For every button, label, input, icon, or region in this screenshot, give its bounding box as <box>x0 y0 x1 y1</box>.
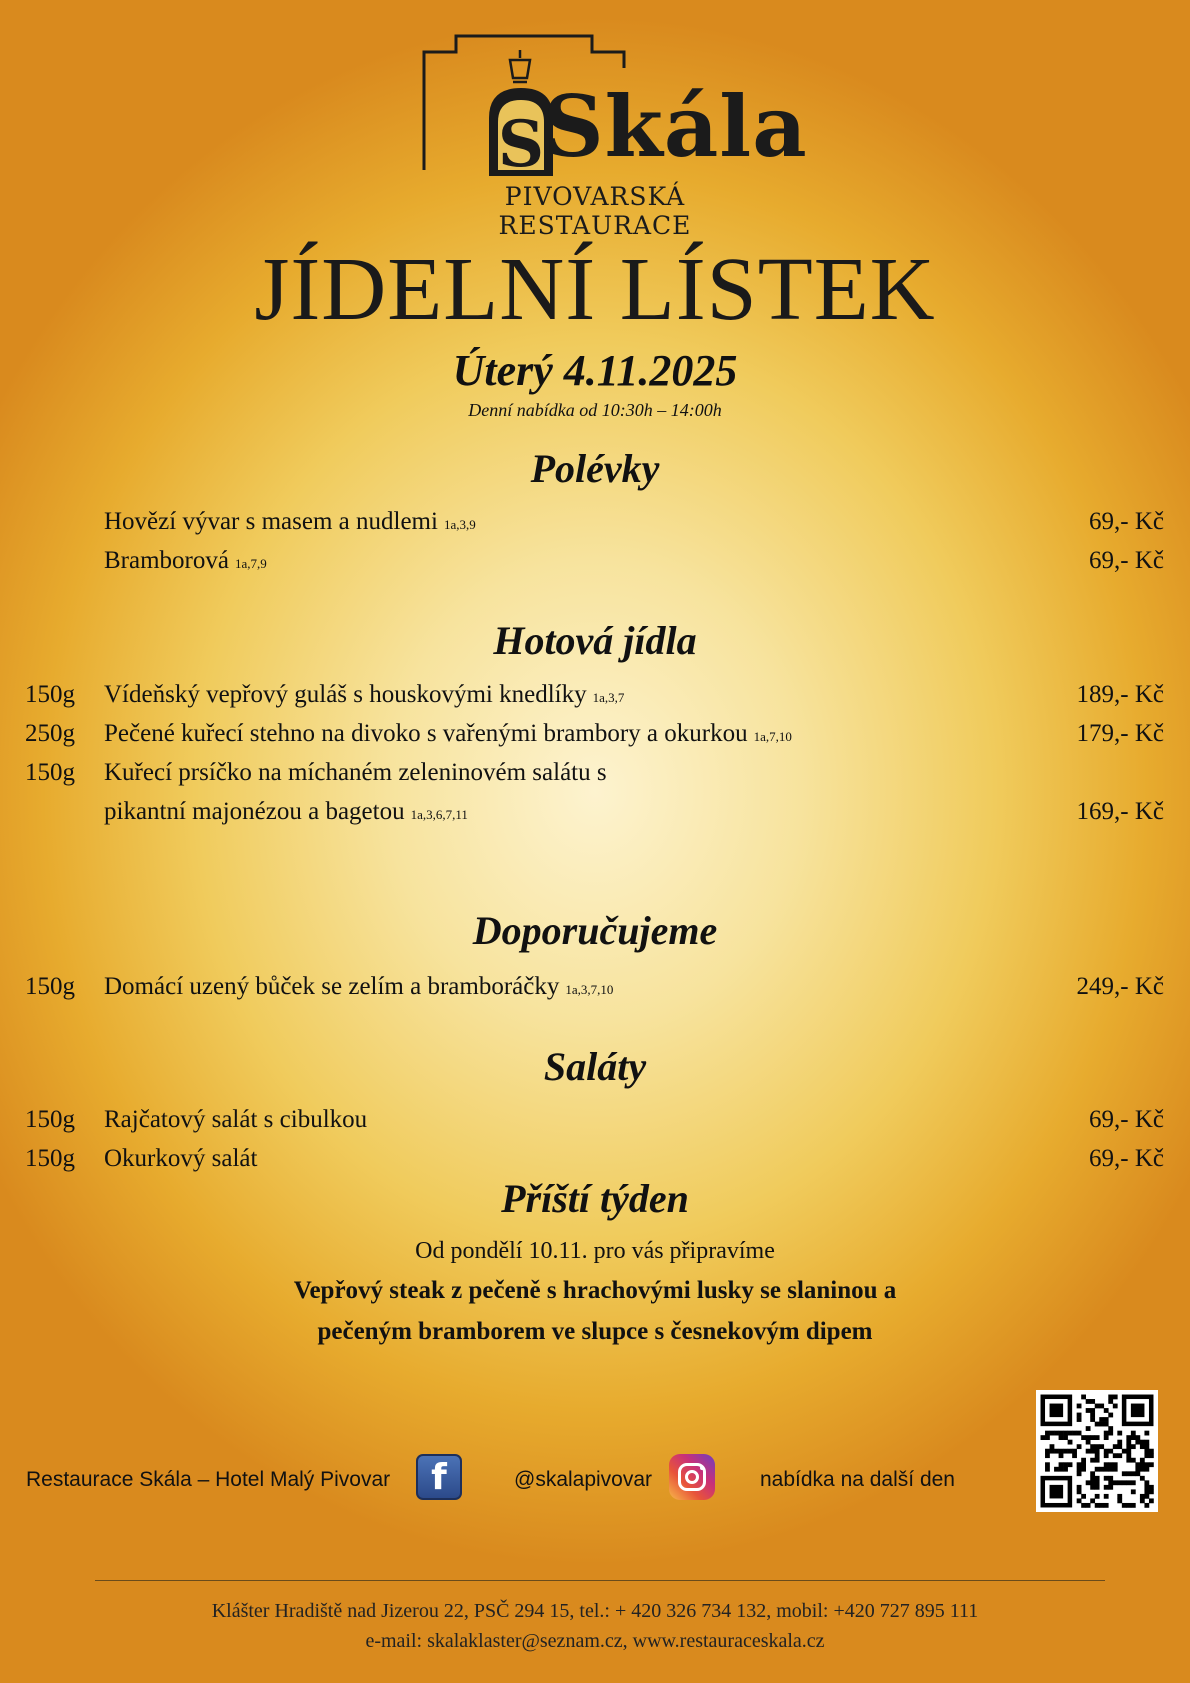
serving-hours: Denní nabídka od 10:30h – 14:00h <box>468 400 722 420</box>
section-title-recommend: Doporučujeme <box>472 908 718 953</box>
item-price: 249,- Kč <box>1076 973 1164 1000</box>
menu-item <box>0 544 1190 578</box>
item-name: Bramborová 1a,7,9 <box>104 547 267 574</box>
item-allergens: 1a,3,6,7,11 <box>410 807 468 822</box>
item-allergens: 1a,3,9 <box>443 517 476 532</box>
item-name: Hovězí vývar s masem a nudlemi 1a,3,9 <box>104 508 476 535</box>
item-weight: 150g <box>25 759 75 786</box>
item-name: Domácí uzený bůček se zelím a bramboráčky 1a,3,7,10 <box>104 973 614 1000</box>
footer-divider <box>95 1580 1105 1581</box>
menu-item <box>0 756 1190 790</box>
menu-date: Úterý 4.11.2025 <box>452 346 738 395</box>
next-week-intro: Od pondělí 10.11. pro vás připravíme <box>415 1238 775 1264</box>
item-weight: 150g <box>25 973 75 1000</box>
menu-item <box>0 970 1190 1004</box>
item-allergens: 1a,3,7 <box>592 690 625 705</box>
section-title-soups: Polévky <box>530 446 660 491</box>
item-name: Okurkový salát <box>104 1145 258 1172</box>
instagram-icon[interactable] <box>669 1454 715 1500</box>
item-allergens: 1a,7,10 <box>753 729 792 744</box>
item-weight: 150g <box>25 1106 75 1133</box>
next-week-dish-line1: Vepřový steak z pečeně s hrachovými lusky se slaninou a <box>293 1277 897 1304</box>
menu-item <box>0 1103 1190 1137</box>
next-week-dish-line2: pečeným bramborem ve slupce s česnekovým dipem <box>317 1318 873 1345</box>
restaurant-logo <box>0 0 1190 240</box>
item-price: 69,- Kč <box>1089 1106 1164 1133</box>
logo-brand-text: Skála <box>543 77 808 176</box>
item-price: 69,- Kč <box>1089 508 1164 535</box>
menu-item <box>0 1142 1190 1176</box>
restaurant-name-footer: Restaurace Skála – Hotel Malý Pivovar <box>26 1468 391 1491</box>
section-title-mains: Hotová jídla <box>493 618 697 663</box>
item-name: Pečené kuřecí stehno na divoko s vařenými brambory a okurkou 1a,7,10 <box>104 720 792 747</box>
page-title: JÍDELNÍ LÍSTEK <box>254 240 936 339</box>
item-allergens: 1a,7,9 <box>234 556 267 571</box>
menu-item <box>0 717 1190 751</box>
logo-subtitle: PIVOVARSKÁ RESTAURACE <box>498 182 692 240</box>
svg-text:S: S <box>497 107 545 182</box>
item-name: Kuřecí prsíčko na míchaném zeleninovém salátu s <box>104 759 607 786</box>
facebook-icon[interactable]: f <box>416 1454 462 1500</box>
footer-address: Klášter Hradiště nad Jizerou 22, PSČ 294 15, tel.: + 420 326 734 132, mobil: +420 727 895 111 <box>211 1600 979 1622</box>
menu-item <box>0 678 1190 712</box>
section-title-next-week: Příští týden <box>501 1176 689 1221</box>
item-price: 189,- Kč <box>1076 681 1164 708</box>
item-price: 179,- Kč <box>1076 720 1164 747</box>
item-price: 69,- Kč <box>1089 547 1164 574</box>
item-weight: 150g <box>25 1145 75 1172</box>
item-weight: 250g <box>25 720 75 747</box>
qr-code[interactable] <box>1036 1390 1158 1512</box>
footer-contact: e-mail: skalaklaster@seznam.cz, www.restauraceskala.cz <box>365 1630 825 1652</box>
item-allergens: 1a,3,7,10 <box>565 982 614 997</box>
item-price: 169,- Kč <box>1076 798 1164 825</box>
instagram-handle[interactable]: @skalapivovar <box>514 1468 653 1491</box>
qr-caption: nabídka na další den <box>760 1468 955 1491</box>
menu-item-continued <box>0 795 1190 829</box>
section-title-salads: Saláty <box>543 1044 647 1089</box>
menu-item <box>0 505 1190 539</box>
item-name-line2: pikantní majonézou a bagetou 1a,3,6,7,11 <box>104 798 468 825</box>
item-name: Rajčatový salát s cibulkou <box>104 1106 368 1133</box>
item-name: Vídeňský vepřový guláš s houskovými knedlíky 1a,3,7 <box>104 681 625 708</box>
item-price: 69,- Kč <box>1089 1145 1164 1172</box>
item-weight: 150g <box>25 681 75 708</box>
